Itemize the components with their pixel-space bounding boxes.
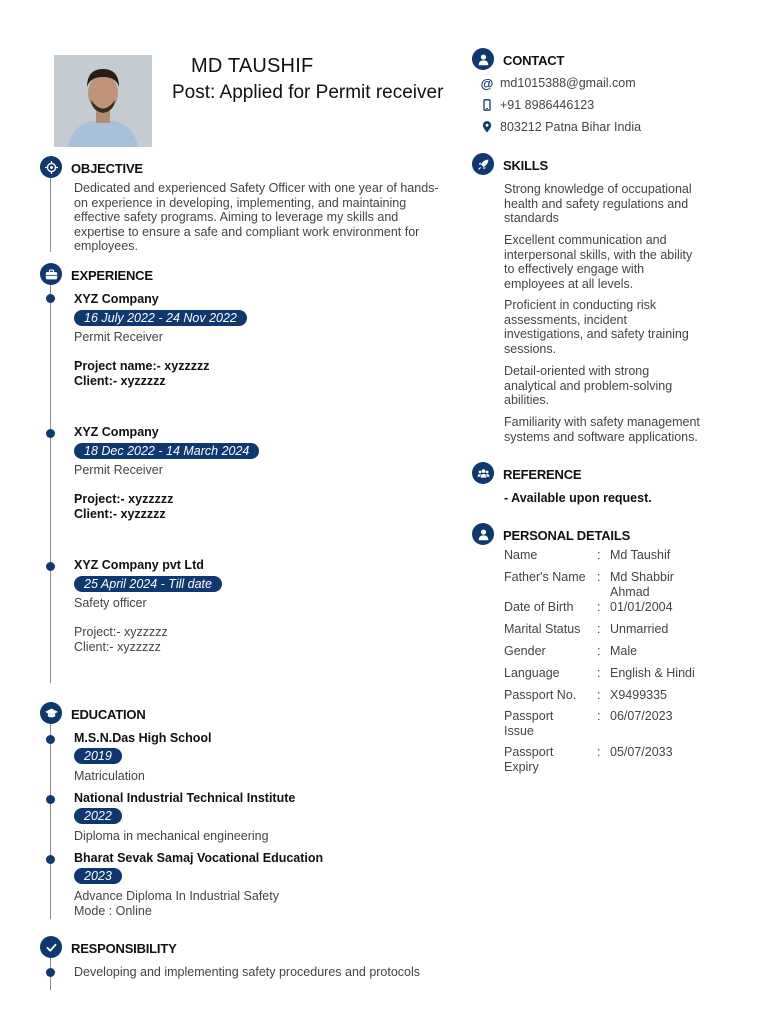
timeline-dot xyxy=(46,294,55,303)
timeline-dot xyxy=(46,968,55,977)
experience-company: XYZ Company xyxy=(74,292,159,306)
reference-text: - Available upon request. xyxy=(504,491,652,505)
pd-value: 05/07/2033 xyxy=(610,745,673,759)
applied-post: Post: Applied for Permit receiver xyxy=(172,82,444,103)
education-year-badge: 2019 xyxy=(74,748,122,764)
pd-label: Name xyxy=(504,548,538,562)
contact-phone-row xyxy=(480,98,594,112)
experience-client: Client:- xyzzzzz xyxy=(74,374,166,388)
reference-title: REFERENCE xyxy=(503,467,582,482)
experience-dates-badge: 18 Dec 2022 - 14 March 2024 xyxy=(74,443,259,459)
education-school: Bharat Sevak Samaj Vocational Education xyxy=(74,851,324,865)
contact-email[interactable]: md1015388@gmail.com xyxy=(500,76,636,90)
objective-line xyxy=(50,178,51,252)
pd-label: Passport Issue xyxy=(504,709,554,738)
phone-icon xyxy=(480,98,494,112)
at-sign-icon: @ xyxy=(480,75,494,91)
responsibility-title: RESPONSIBILITY xyxy=(71,941,177,956)
personal-details-title: PERSONAL DETAILS xyxy=(503,528,631,543)
education-degree: Diploma in mechanical engineering xyxy=(74,829,269,843)
experience-company: XYZ Company pvt Ltd xyxy=(74,558,204,572)
experience-project: Project:- xyzzzzz xyxy=(74,492,174,506)
pd-value: Male xyxy=(610,644,638,658)
pd-value: 01/01/2004 xyxy=(610,600,673,614)
profile-photo xyxy=(54,55,152,147)
skill-item: Excellent communication and interpersonal skills, with the ability to effectively engage with employees at all levels. xyxy=(504,233,693,291)
contact-address: 803212 Patna Bihar India xyxy=(500,120,642,134)
candidate-name: MD TAUSHIF xyxy=(191,55,314,77)
pd-colon: : xyxy=(597,548,601,562)
contact-phone[interactable]: +91 8986446123 xyxy=(500,98,595,112)
experience-dates-badge: 16 July 2022 - 24 Nov 2022 xyxy=(74,310,247,326)
experience-company: XYZ Company xyxy=(74,425,159,439)
education-school: National Industrial Technical Institute xyxy=(74,791,296,805)
user-icon xyxy=(472,48,494,70)
experience-dates-badge: 25 April 2024 - Till date xyxy=(74,576,222,592)
pd-label: Passport No. xyxy=(504,688,577,702)
education-mode: Mode : Online xyxy=(74,904,152,918)
pd-colon: : xyxy=(597,570,601,584)
pd-value: English & Hindi xyxy=(610,666,695,680)
timeline-dot xyxy=(46,795,55,804)
contact-email-row xyxy=(480,76,636,90)
education-degree: Matriculation xyxy=(74,769,145,783)
objective-text: Dedicated and experienced Safety Officer with one year of hands- on experience in developing, implementing, and maintaining effective safety programs. Aiming to leverage my skills and expertise to ensure a safe and compliant work environment for employees. xyxy=(74,181,439,253)
pd-label: Passport Expiry xyxy=(504,745,554,774)
experience-title: EXPERIENCE xyxy=(71,268,153,283)
experience-role: Permit Receiver xyxy=(74,463,163,477)
pd-colon: : xyxy=(597,600,601,614)
pd-value: X9499335 xyxy=(610,688,668,702)
pd-value: Unmarried xyxy=(610,622,669,636)
education-degree: Advance Diploma In Industrial Safety xyxy=(74,889,279,903)
education-year-badge: 2023 xyxy=(74,868,122,884)
pd-label: Gender xyxy=(504,644,546,658)
experience-role: Safety officer xyxy=(74,596,147,610)
responsibility-item: Developing and implementing safety procedures and protocols xyxy=(74,965,421,979)
education-year-badge: 2022 xyxy=(74,808,122,824)
users-group-icon xyxy=(472,462,494,484)
pd-colon: : xyxy=(597,644,601,658)
timeline-dot xyxy=(46,429,55,438)
education-title: EDUCATION xyxy=(71,707,146,722)
map-pin-icon xyxy=(480,120,494,134)
skills-title: SKILLS xyxy=(503,158,549,173)
pd-colon: : xyxy=(597,622,601,636)
skill-item: Proficient in conducting risk assessments, incident investigations, and safety training sessions. xyxy=(504,298,689,356)
experience-role: Permit Receiver xyxy=(74,330,163,344)
experience-client: Client:- xyzzzzz xyxy=(74,640,161,654)
pd-colon: : xyxy=(597,745,601,759)
skill-item: Detail-oriented with strong analytical and problem-solving abilities. xyxy=(504,364,673,407)
skill-item: Strong knowledge of occupational health and safety regulations and standards xyxy=(504,182,692,225)
rocket-icon xyxy=(472,153,494,175)
pd-colon: : xyxy=(597,666,601,680)
pd-label: Date of Birth xyxy=(504,600,574,614)
pd-value: 06/07/2023 xyxy=(610,709,673,723)
skill-item: Familiarity with safety management systems and software applications. xyxy=(504,415,700,444)
experience-client: Client:- xyzzzzz xyxy=(74,507,166,521)
experience-line xyxy=(50,285,51,683)
pd-label: Language xyxy=(504,666,560,680)
checkmark-icon xyxy=(40,936,62,958)
contact-address-row xyxy=(480,120,641,134)
experience-project: Project name:- xyzzzzz xyxy=(74,359,210,373)
user-icon xyxy=(472,523,494,545)
pd-label: Father's Name xyxy=(504,570,586,584)
education-school: M.S.N.Das High School xyxy=(74,731,212,745)
pd-value: Md Taushif xyxy=(610,548,671,562)
timeline-dot xyxy=(46,735,55,744)
contact-title: CONTACT xyxy=(503,53,565,68)
pd-label: Marital Status xyxy=(504,622,581,636)
pd-colon: : xyxy=(597,688,601,702)
pd-colon: : xyxy=(597,709,601,723)
briefcase-icon xyxy=(40,263,62,285)
target-icon xyxy=(40,156,62,178)
objective-title: OBJECTIVE xyxy=(71,161,143,176)
experience-project: Project:- xyzzzzz xyxy=(74,625,168,639)
timeline-dot xyxy=(46,562,55,571)
pd-value: Md Shabbir Ahmad xyxy=(610,570,674,599)
graduation-cap-icon xyxy=(40,702,62,724)
education-line xyxy=(50,724,51,919)
timeline-dot xyxy=(46,855,55,864)
